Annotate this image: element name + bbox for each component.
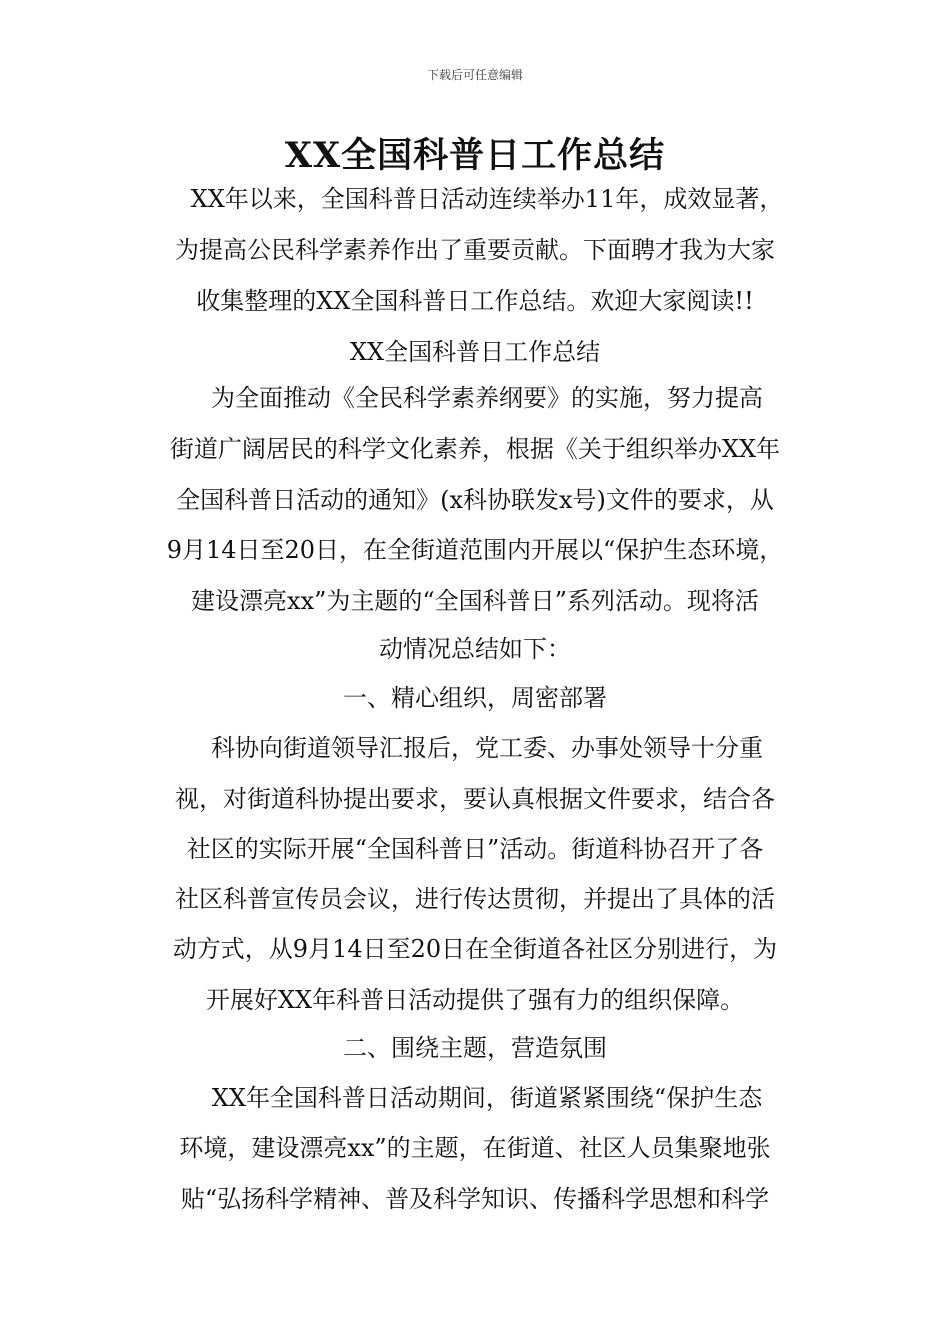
text-line: 街道广阔居民的科学文化素养，根据《关于组织举办XX年	[169, 435, 781, 463]
text-line: 全国科普日活动的通知》(x科协联发x号)文件的要求，从	[176, 486, 774, 514]
section-heading: 一、精心组织，周密部署	[343, 684, 607, 712]
text-line: 视，对街道科协提出要求，要认真根据文件要求，结合各	[175, 785, 775, 813]
text-line: XX年以来，全国科普日活动连续举办11年，成效显著，	[190, 185, 784, 213]
text-line: 环境，建设漂亮xx”的主题，在街道、社区人员集聚地张	[179, 1134, 771, 1162]
page-title: XX全国科普日工作总结	[284, 135, 666, 176]
text-line: 动情况总结如下：	[379, 635, 571, 663]
text-line: 为提高公民科学素养作出了重要贡献。下面聘才我为大家	[175, 236, 775, 264]
text-line: 科协向街道领导汇报后，党工委、办事处领导十分重	[211, 734, 763, 762]
text-line: 9月14日至20日，在全街道范围内开展以“保护生态环境，	[166, 536, 784, 564]
section-heading: XX全国科普日工作总结	[349, 338, 601, 366]
text-line: 动方式，从9月14日至20日在全街道各社区分别进行，为	[172, 935, 778, 963]
section-heading: 二、围绕主题，营造氛围	[343, 1034, 607, 1062]
text-line: 收集整理的XX全国科普日工作总结。欢迎大家阅读!!	[196, 287, 754, 315]
text-line: 社区的实际开展“全国科普日”活动。街道科协召开了各	[186, 835, 764, 863]
header-note: 下载后可任意编辑	[426, 68, 523, 82]
text-line: 社区科普宣传员会议，进行传达贯彻，并提出了具体的活	[175, 885, 775, 913]
text-line: 贴“弘扬科学精神、普及科学知识、传播科学思想和科学	[180, 1185, 770, 1213]
text-line: 开展好XX年科普日活动提供了强有力的组织保障。	[205, 986, 745, 1014]
text-line: XX年全国科普日活动期间，街道紧紧围绕“保护生态	[211, 1084, 763, 1112]
text-line: 建设漂亮xx”为主题的“全国科普日”系列活动。现将活	[191, 587, 759, 615]
text-line: 为全面推动《全民科学素养纲要》的实施，努力提高	[211, 384, 763, 412]
